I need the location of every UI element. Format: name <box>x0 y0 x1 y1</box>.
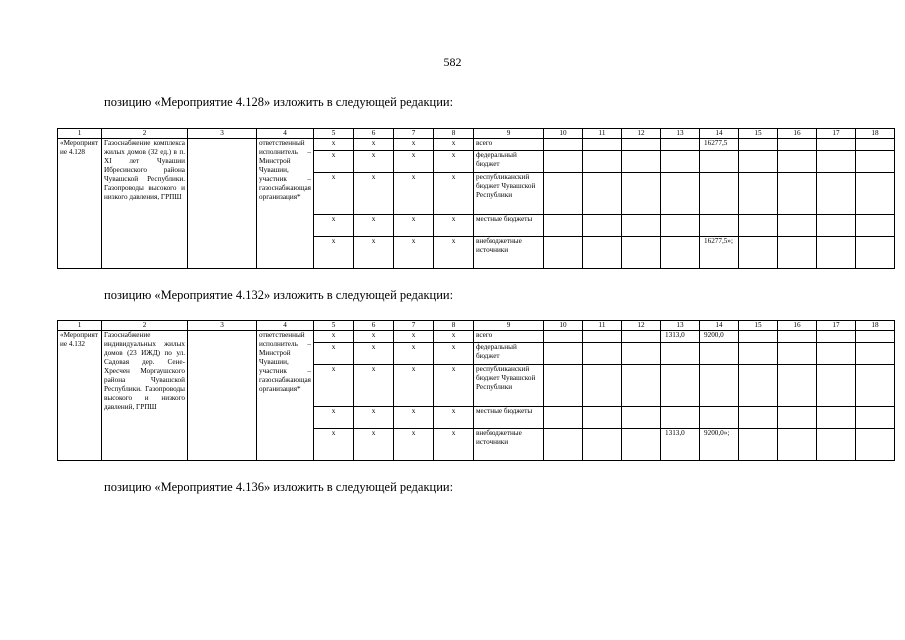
empty-cell <box>739 429 778 461</box>
measure-table <box>57 128 895 269</box>
empty-cell <box>622 237 661 269</box>
amount-cell <box>661 237 700 269</box>
empty-cell <box>544 237 583 269</box>
empty-cell <box>544 343 583 365</box>
mark-cell: x <box>354 365 394 407</box>
column-number-cell: 14 <box>700 321 739 331</box>
empty-cell <box>622 429 661 461</box>
amount-cell <box>661 215 700 237</box>
mark-cell: x <box>354 343 394 365</box>
amount-cell: 16277,5»; <box>700 237 739 269</box>
column-number-cell: 13 <box>661 129 700 139</box>
measure-table <box>57 320 895 461</box>
empty-cell <box>778 215 817 237</box>
instruction-text: позицию «Мероприятие 4.132» изложить в следующей редакции: <box>104 288 454 302</box>
empty-cell <box>817 429 856 461</box>
empty-cell <box>856 343 895 365</box>
mark-cell: x <box>434 173 474 215</box>
amount-cell <box>661 343 700 365</box>
column-number-cell: 11 <box>583 321 622 331</box>
column-number-cell: 13 <box>661 321 700 331</box>
mark-cell: x <box>314 343 354 365</box>
empty-cell <box>622 365 661 407</box>
empty-cell <box>544 215 583 237</box>
empty-cell <box>856 139 895 151</box>
mark-cell: x <box>394 331 434 343</box>
mark-cell: x <box>314 151 354 173</box>
mark-cell: x <box>434 151 474 173</box>
column-number-cell: 3 <box>188 129 257 139</box>
column-number-cell: 9 <box>474 129 544 139</box>
empty-cell <box>817 215 856 237</box>
funding-source-cell: местные бюджеты <box>474 215 544 237</box>
empty-cell <box>856 331 895 343</box>
mark-cell: x <box>314 407 354 429</box>
funding-source-cell: внебюджетные источники <box>474 237 544 269</box>
mark-cell: x <box>354 139 394 151</box>
funding-source-cell: всего <box>474 331 544 343</box>
mark-cell: x <box>314 237 354 269</box>
mark-cell: x <box>314 429 354 461</box>
empty-cell <box>817 237 856 269</box>
empty-cell <box>739 365 778 407</box>
column-number-cell: 4 <box>257 321 314 331</box>
empty-cell <box>622 215 661 237</box>
empty-cell <box>544 139 583 151</box>
empty-cell <box>817 343 856 365</box>
mark-cell: x <box>354 151 394 173</box>
amount-cell <box>661 173 700 215</box>
empty-cell <box>739 331 778 343</box>
table-row <box>58 139 895 151</box>
empty-cell <box>856 365 895 407</box>
column-number-cell: 2 <box>102 129 188 139</box>
amount-cell <box>700 151 739 173</box>
amount-cell: 9200,0 <box>700 331 739 343</box>
column-number-cell: 15 <box>739 129 778 139</box>
amount-cell <box>700 343 739 365</box>
empty-cell <box>583 173 622 215</box>
amount-cell <box>661 139 700 151</box>
mark-cell: x <box>314 365 354 407</box>
funding-source-cell: республиканский бюджет Чувашской Республики <box>474 173 544 215</box>
mark-cell: x <box>434 407 474 429</box>
measure-title-cell: Газоснабжение комплекса жилых домов (32 ед.) в п. XI лет Чувашии Ибресинского района Чувашской Республики. Газопроводы высокого и низкого давления, ГРПШ <box>102 139 188 269</box>
amount-cell: 1313,0 <box>661 429 700 461</box>
empty-cell <box>583 331 622 343</box>
empty-cell <box>544 407 583 429</box>
header-row <box>58 321 895 331</box>
empty-cell <box>778 331 817 343</box>
empty-cell <box>778 173 817 215</box>
empty-cell <box>817 331 856 343</box>
column-number-cell: 15 <box>739 321 778 331</box>
column-number-cell: 4 <box>257 129 314 139</box>
column-number-cell: 12 <box>622 321 661 331</box>
empty-cell <box>739 173 778 215</box>
amount-cell <box>700 173 739 215</box>
column-number-cell: 8 <box>434 321 474 331</box>
measure-id-cell: «Мероприятие 4.128 <box>58 139 102 269</box>
amount-cell <box>661 151 700 173</box>
funding-source-cell: местные бюджеты <box>474 407 544 429</box>
column-number-cell: 16 <box>778 321 817 331</box>
column-number-cell: 2 <box>102 321 188 331</box>
measure-id-cell: «Мероприятие 4.132 <box>58 331 102 461</box>
funding-source-cell: республиканский бюджет Чувашской Республики <box>474 365 544 407</box>
column-number-cell: 12 <box>622 129 661 139</box>
amount-cell <box>661 365 700 407</box>
empty-cell <box>583 215 622 237</box>
mark-cell: x <box>354 173 394 215</box>
empty-cell <box>583 343 622 365</box>
mark-cell: x <box>314 139 354 151</box>
mark-cell: x <box>394 139 434 151</box>
mark-cell: x <box>354 407 394 429</box>
column-number-cell: 17 <box>817 321 856 331</box>
mark-cell: x <box>434 331 474 343</box>
empty-cell <box>544 429 583 461</box>
empty-cell <box>856 407 895 429</box>
column-number-cell: 1 <box>58 129 102 139</box>
empty-cell <box>622 151 661 173</box>
empty-cell <box>817 365 856 407</box>
empty-cell <box>856 173 895 215</box>
amount-cell: 1313,0 <box>661 331 700 343</box>
column-number-cell: 7 <box>394 129 434 139</box>
empty-cell <box>622 343 661 365</box>
column-number-cell: 17 <box>817 129 856 139</box>
empty-cell <box>817 139 856 151</box>
mark-cell: x <box>354 237 394 269</box>
mark-cell: x <box>434 429 474 461</box>
column-number-cell: 7 <box>394 321 434 331</box>
empty-cell <box>622 331 661 343</box>
empty-cell <box>544 151 583 173</box>
empty-cell <box>188 331 257 461</box>
mark-cell: x <box>354 429 394 461</box>
mark-cell: x <box>394 343 434 365</box>
empty-cell <box>856 151 895 173</box>
empty-cell <box>778 237 817 269</box>
empty-cell <box>622 173 661 215</box>
responsible-cell: ответственный исполнитель – Минстрой Чувашии, участник – газоснабжающая организация* <box>257 331 314 461</box>
empty-cell <box>622 139 661 151</box>
empty-cell <box>817 151 856 173</box>
mark-cell: x <box>394 365 434 407</box>
empty-cell <box>778 407 817 429</box>
empty-cell <box>817 173 856 215</box>
empty-cell <box>778 151 817 173</box>
empty-cell <box>583 237 622 269</box>
funding-source-cell: внебюджетные источники <box>474 429 544 461</box>
empty-cell <box>739 343 778 365</box>
empty-cell <box>856 429 895 461</box>
empty-cell <box>622 407 661 429</box>
mark-cell: x <box>314 173 354 215</box>
column-number-cell: 10 <box>544 321 583 331</box>
column-number-cell: 6 <box>354 129 394 139</box>
column-number-cell: 18 <box>856 321 895 331</box>
column-number-cell: 10 <box>544 129 583 139</box>
instruction-text: позицию «Мероприятие 4.136» изложить в следующей редакции: <box>104 480 454 494</box>
mark-cell: x <box>434 215 474 237</box>
funding-source-cell: всего <box>474 139 544 151</box>
instruction-text: позицию «Мероприятие 4.128» изложить в следующей редакции: <box>104 95 454 109</box>
amount-cell <box>700 407 739 429</box>
empty-cell <box>583 429 622 461</box>
responsible-cell: ответственный исполнитель – Минстрой Чувашии, участник – газоснабжающая организация* <box>257 139 314 269</box>
column-number-cell: 16 <box>778 129 817 139</box>
empty-cell <box>778 139 817 151</box>
amount-cell <box>661 407 700 429</box>
amount-cell: 16277,5 <box>700 139 739 151</box>
empty-cell <box>817 407 856 429</box>
mark-cell: x <box>434 365 474 407</box>
mark-cell: x <box>394 237 434 269</box>
empty-cell <box>778 343 817 365</box>
empty-cell <box>544 331 583 343</box>
empty-cell <box>739 237 778 269</box>
mark-cell: x <box>354 215 394 237</box>
mark-cell: x <box>394 173 434 215</box>
amount-cell <box>700 215 739 237</box>
empty-cell <box>188 139 257 269</box>
empty-cell <box>583 139 622 151</box>
column-number-cell: 5 <box>314 321 354 331</box>
mark-cell: x <box>394 215 434 237</box>
empty-cell <box>778 365 817 407</box>
header-row <box>58 129 895 139</box>
empty-cell <box>739 139 778 151</box>
empty-cell <box>544 365 583 407</box>
mark-cell: x <box>394 151 434 173</box>
amount-cell: 9200,0»; <box>700 429 739 461</box>
empty-cell <box>583 407 622 429</box>
empty-cell <box>739 215 778 237</box>
table-row <box>58 331 895 343</box>
empty-cell <box>856 215 895 237</box>
column-number-cell: 5 <box>314 129 354 139</box>
column-number-cell: 9 <box>474 321 544 331</box>
empty-cell <box>583 151 622 173</box>
mark-cell: x <box>434 237 474 269</box>
mark-cell: x <box>394 407 434 429</box>
measure-title-cell: Газоснабжение индивидуальных жилых домов (23 ИЖД) по ул. Садовая дер. Сене-Хресчен Моргаушского района Чувашской Республики. Газопроводы высокого и низкого давлений, ГРПШ <box>102 331 188 461</box>
column-number-cell: 1 <box>58 321 102 331</box>
column-number-cell: 18 <box>856 129 895 139</box>
mark-cell: x <box>314 215 354 237</box>
mark-cell: x <box>434 139 474 151</box>
amount-cell <box>700 365 739 407</box>
column-number-cell: 8 <box>434 129 474 139</box>
empty-cell <box>544 173 583 215</box>
empty-cell <box>583 365 622 407</box>
empty-cell <box>856 237 895 269</box>
empty-cell <box>739 407 778 429</box>
column-number-cell: 11 <box>583 129 622 139</box>
mark-cell: x <box>434 343 474 365</box>
column-number-cell: 3 <box>188 321 257 331</box>
mark-cell: x <box>354 331 394 343</box>
mark-cell: x <box>314 331 354 343</box>
funding-source-cell: федеральный бюджет <box>474 151 544 173</box>
funding-source-cell: федеральный бюджет <box>474 343 544 365</box>
mark-cell: x <box>394 429 434 461</box>
column-number-cell: 14 <box>700 129 739 139</box>
empty-cell <box>778 429 817 461</box>
empty-cell <box>739 151 778 173</box>
column-number-cell: 6 <box>354 321 394 331</box>
page-number: 582 <box>443 55 462 69</box>
